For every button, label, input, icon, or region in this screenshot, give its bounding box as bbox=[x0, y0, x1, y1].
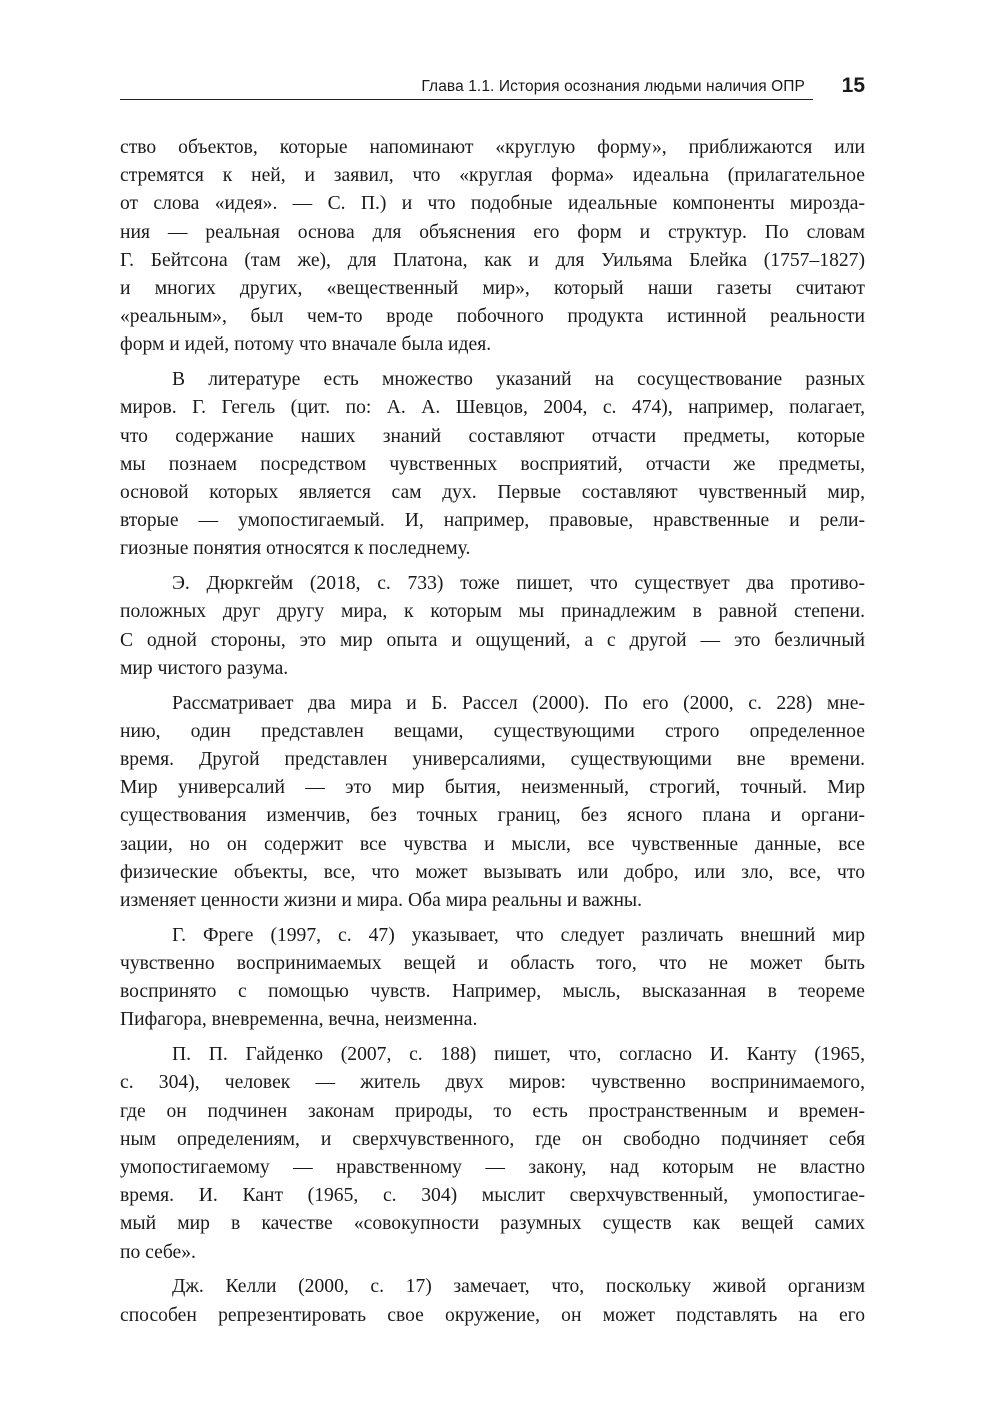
header-rule bbox=[120, 99, 813, 100]
text-line: существования изменчив, без точных границ, без ясного плана и органи- bbox=[120, 805, 865, 827]
text-line: С одной стороны, это мир опыта и ощущений, а с другой — это безличный bbox=[120, 629, 865, 651]
text-line: умопостигаемому — нравственному — закону, над которым не властно bbox=[120, 1157, 865, 1179]
text-line: Э. Дюркгейм (2018, с. 733) тоже пишет, что существует два противо- bbox=[172, 573, 865, 595]
text-line: где он подчинен законам природы, то есть пространственным и времен- bbox=[120, 1100, 865, 1122]
paragraph bbox=[120, 1273, 865, 1329]
text-line: Мир универсалий — это мир бытия, неизменный, строгий, точный. Мир bbox=[120, 777, 865, 799]
text-line: миров. Г. Гегель (цит. по: А. А. Шевцов, 2004, с. 474), например, полагает, bbox=[120, 397, 865, 419]
text-line: и многих других, «вещественный мир», который наши газеты считают bbox=[120, 278, 865, 300]
text-line: по себе». bbox=[120, 1241, 196, 1263]
text-line: мир чистого разума. bbox=[120, 657, 289, 679]
text-line: от слова «идея». — С. П.) и что подобные идеальные компоненты мирозда- bbox=[120, 193, 865, 215]
chapter-title: Глава 1.1. История осознания людьми наличия ОПР bbox=[421, 78, 805, 95]
text-line: с. 304), человек — житель двух миров: чувственно воспринимаемого, bbox=[120, 1072, 865, 1094]
text-line: положных друг другу мира, к которым мы принадлежим в равной степени. bbox=[120, 601, 865, 623]
text-line: ния — реальная основа для объяснения его форм и структур. По словам bbox=[120, 221, 865, 243]
text-line: гиозные понятия относятся к последнему. bbox=[120, 538, 471, 560]
body-text bbox=[120, 134, 865, 1336]
text-line: основой которых является сам дух. Первые составляют чувственный мир, bbox=[120, 482, 865, 504]
text-line: Г. Бейтсона (там же), для Платона, как и для Уильяма Блейка (1757–1827) bbox=[120, 249, 865, 271]
text-line: чувственно воспринимаемых вещей и область того, что не может быть bbox=[120, 953, 865, 975]
page-number: 15 bbox=[841, 74, 865, 97]
running-header bbox=[120, 74, 865, 104]
text-line: время. Другой представлен универсалиями, существующими вне времени. bbox=[120, 749, 865, 771]
paragraph bbox=[120, 570, 865, 683]
text-line: нию, один представлен вещами, существующими строго определенное bbox=[120, 720, 865, 742]
text-line: форм и идей, потому что вначале была идея. bbox=[120, 334, 492, 356]
text-line: «реальным», был чем-то вроде побочного продукта истинной реальности bbox=[120, 306, 865, 328]
paragraph bbox=[120, 1041, 865, 1267]
text-line: способен репрезентировать свое окружение, он может подставлять на его bbox=[120, 1304, 865, 1326]
text-line: Рассматривает два мира и Б. Рассел (2000). По его (2000, с. 228) мне- bbox=[172, 692, 865, 714]
paragraph bbox=[120, 134, 865, 360]
text-line: мый мир в качестве «совокупности разумных существ как вещей самих bbox=[120, 1213, 865, 1235]
text-line: что содержание наших знаний составляют отчасти предметы, которые bbox=[120, 425, 865, 447]
text-line: вторые — умопостигаемый. И, например, правовые, нравственные и рели- bbox=[120, 510, 865, 532]
paragraph bbox=[120, 690, 865, 916]
paragraph bbox=[120, 366, 865, 563]
text-line: Пифагора, вневременна, вечна, неизменна. bbox=[120, 1009, 478, 1031]
text-line: изменяет ценности жизни и мира. Оба мира реальны и важны. bbox=[120, 890, 642, 912]
text-line: мы познаем посредством чувственных восприятий, отчасти же предметы, bbox=[120, 453, 865, 475]
text-line: стремятся к ней, и заявил, что «круглая форма» идеальна (прилагательное bbox=[120, 165, 865, 187]
text-line: время. И. Кант (1965, с. 304) мыслит сверхчувственный, умопостигае- bbox=[120, 1185, 865, 1207]
text-line: ство объектов, которые напоминают «круглую форму», приближаются или bbox=[120, 137, 865, 158]
text-line: физические объекты, все, что может вызывать или добро, или зло, все, что bbox=[120, 861, 865, 883]
text-line: Дж. Келли (2000, с. 17) замечает, что, поскольку живой организм bbox=[172, 1276, 865, 1298]
text-line: П. П. Гайденко (2007, с. 188) пишет, что, согласно И. Канту (1965, bbox=[172, 1044, 865, 1066]
text-line: Г. Фреге (1997, с. 47) указывает, что следует различать внешний мир bbox=[172, 924, 865, 946]
text-line: ным определениям, и сверхчувственного, где он свободно подчиняет себя bbox=[120, 1128, 865, 1150]
paragraph bbox=[120, 922, 865, 1035]
text-line: В литературе есть множество указаний на сосуществование разных bbox=[172, 369, 865, 391]
text-line: зации, но он содержит все чувства и мысли, все чувственные данные, все bbox=[120, 833, 865, 855]
text-line: воспринято с помощью чувств. Например, мысль, высказанная в теореме bbox=[120, 981, 865, 1003]
